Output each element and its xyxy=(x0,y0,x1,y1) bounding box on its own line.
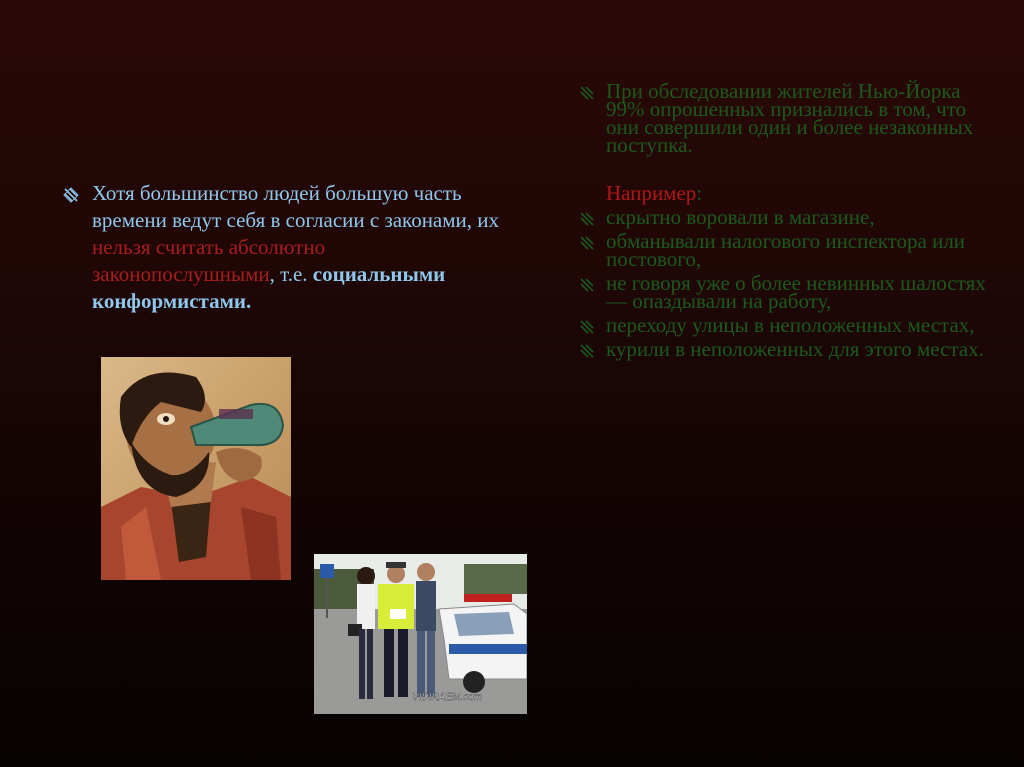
left-text-highlight: нельзя считать абсолютно законопослушными xyxy=(92,235,326,286)
left-text-block xyxy=(62,180,502,315)
left-text-part2: , т.е. xyxy=(269,262,313,286)
example-colon: : xyxy=(696,181,703,205)
list-item-text: переходу улицы в неположенных местах, xyxy=(606,313,975,337)
left-text-bold: социальными конформистами. xyxy=(92,262,446,313)
bullet-icon xyxy=(578,210,596,228)
list-item xyxy=(578,229,998,271)
example-label: Например xyxy=(606,181,697,205)
list-item-text: не говоря уже о более невинных шалостях — опаздывали на работу, xyxy=(606,271,986,313)
list-item xyxy=(578,271,998,313)
left-bullet-text xyxy=(92,180,502,315)
bullet-icon xyxy=(578,318,596,336)
list-item xyxy=(578,205,998,229)
bullet-icon xyxy=(62,186,80,204)
police-watermark: VIDIRAEM.com xyxy=(412,692,483,703)
list-item xyxy=(578,337,998,361)
bullet-icon xyxy=(578,84,596,102)
list-item-text: скрытно воровали в магазине, xyxy=(606,205,875,229)
bullet-icon xyxy=(578,276,596,294)
bullet-icon xyxy=(578,342,596,360)
list-item-text: курили в неположенных для этого местах. xyxy=(606,337,984,361)
list-item xyxy=(578,313,998,337)
list-item-text: обманывали налогового инспектора или постового, xyxy=(606,229,966,271)
left-text-part1: Хотя большинство людей большую часть времени ведут себя в согласии с законами, их xyxy=(92,181,500,232)
example-label-line xyxy=(578,181,998,205)
examples-list xyxy=(578,205,998,361)
drinker-painting-image xyxy=(101,357,291,580)
right-intro-item xyxy=(578,79,998,157)
right-intro-text: При обследовании жителей Нью-Йорка 99% опрошенных признались в том, что они совершили один и более незаконных поступка. xyxy=(606,79,974,157)
right-text-block xyxy=(578,79,998,364)
police-street-photo xyxy=(314,554,527,714)
bullet-icon xyxy=(578,234,596,252)
